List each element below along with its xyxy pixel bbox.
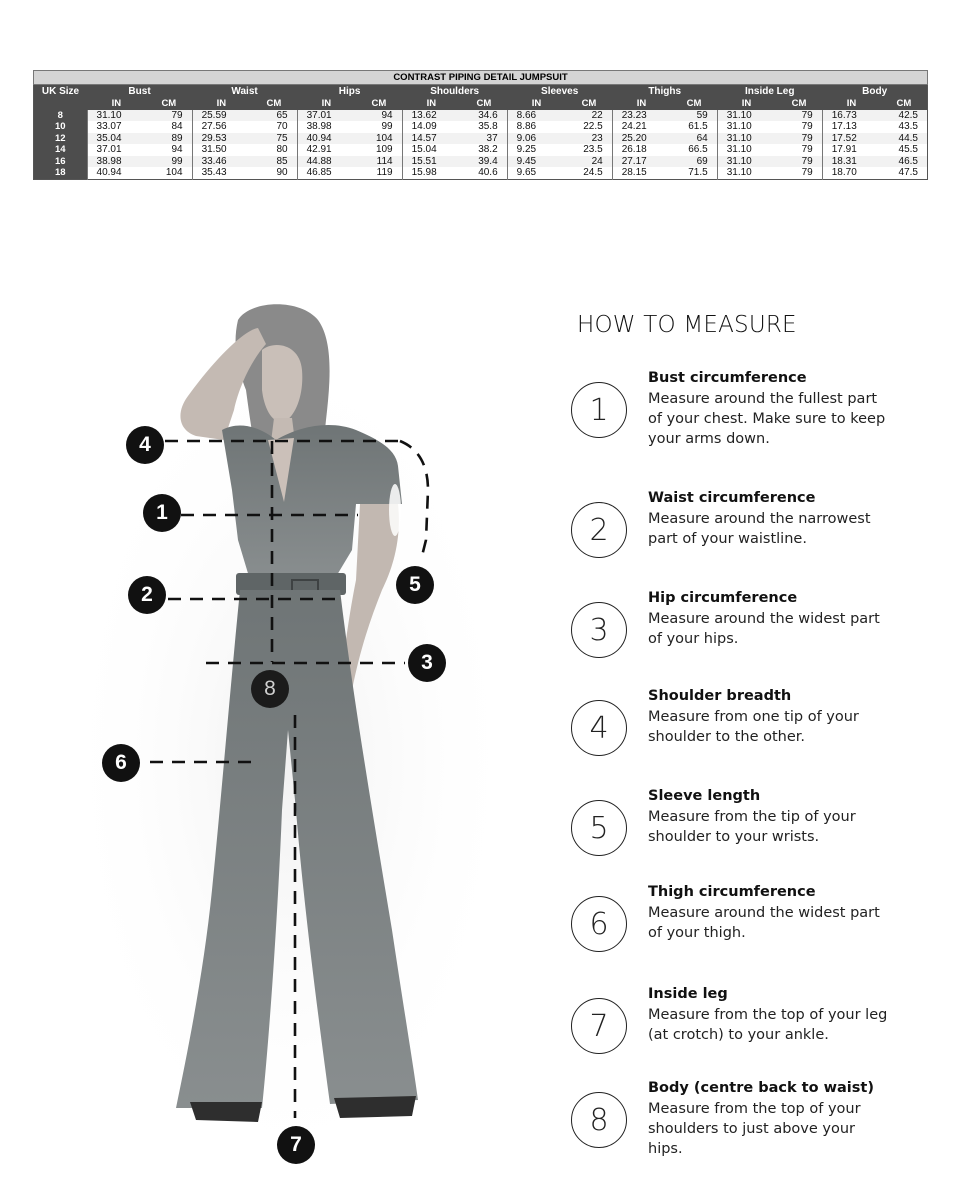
unit-header-in: IN — [507, 98, 566, 110]
size-cell: 14 — [34, 144, 88, 156]
step-heading: Sleeve length — [648, 788, 761, 804]
table-cell: 44.88 — [297, 156, 356, 168]
table-cell: 31.10 — [717, 156, 776, 168]
step-description: Measure from one tip of your shoulder to the other. — [648, 709, 859, 745]
table-cell: 38.98 — [297, 121, 356, 133]
table-cell: 28.15 — [612, 167, 671, 179]
step-number-circle: 4 — [571, 700, 627, 756]
table-cell: 61.5 — [671, 121, 717, 133]
table-cell: 27.56 — [192, 121, 251, 133]
step-number-circle: 3 — [571, 602, 627, 658]
table-cell: 14.09 — [402, 121, 461, 133]
sleeve-cutout — [389, 484, 401, 536]
size-column-header: UK Size — [34, 85, 88, 99]
unit-header-row — [34, 98, 928, 110]
table-cell: 114 — [356, 156, 402, 168]
unit-header-in: IN — [192, 98, 251, 110]
table-cell: 40.94 — [297, 133, 356, 145]
table-cell: 37 — [461, 133, 507, 145]
table-cell: 17.91 — [822, 144, 881, 156]
size-cell: 16 — [34, 156, 88, 168]
table-cell: 18.31 — [822, 156, 881, 168]
group-header-shoulders: Shoulders — [402, 85, 507, 99]
measure-step — [571, 490, 901, 578]
step-number-circle: 7 — [571, 998, 627, 1054]
table-cell: 24.5 — [566, 167, 612, 179]
marker-7: 7 — [277, 1126, 315, 1164]
table-cell: 59 — [671, 110, 717, 122]
table-cell: 99 — [146, 156, 192, 168]
left-shoe — [190, 1102, 262, 1122]
marker-5: 5 — [396, 566, 434, 604]
table-cell: 18.70 — [822, 167, 881, 179]
table-cell: 119 — [356, 167, 402, 179]
table-cell: 104 — [146, 167, 192, 179]
table-cell: 46.85 — [297, 167, 356, 179]
table-row — [34, 110, 928, 122]
table-cell: 79 — [146, 110, 192, 122]
table-cell: 17.52 — [822, 133, 881, 145]
table-cell: 43.5 — [881, 121, 928, 133]
unit-header-in: IN — [717, 98, 776, 110]
model-illustration — [0, 290, 560, 1190]
unit-header-in: IN — [612, 98, 671, 110]
group-header-hips: Hips — [297, 85, 402, 99]
measure-step — [571, 986, 901, 1074]
table-cell: 79 — [776, 121, 822, 133]
table-cell: 84 — [146, 121, 192, 133]
table-cell: 22 — [566, 110, 612, 122]
size-cell: 18 — [34, 167, 88, 179]
table-row — [34, 144, 928, 156]
table-cell: 23 — [566, 133, 612, 145]
table-cell: 79 — [776, 110, 822, 122]
step-number-circle: 5 — [571, 800, 627, 856]
table-cell: 23.23 — [612, 110, 671, 122]
unit-header-in: IN — [402, 98, 461, 110]
table-cell: 39.4 — [461, 156, 507, 168]
table-cell: 66.5 — [671, 144, 717, 156]
step-description: Measure around the widest part of your thigh. — [648, 905, 880, 941]
group-header-waist: Waist — [192, 85, 297, 99]
table-cell: 79 — [776, 167, 822, 179]
table-cell: 31.10 — [87, 110, 146, 122]
table-cell: 8.86 — [507, 121, 566, 133]
table-cell: 79 — [776, 144, 822, 156]
table-cell: 45.5 — [881, 144, 928, 156]
table-cell: 31.10 — [717, 144, 776, 156]
measure-step — [571, 1080, 901, 1168]
table-cell: 94 — [146, 144, 192, 156]
marker-6: 6 — [102, 744, 140, 782]
step-description: Measure from the top of your leg (at crotch) to your ankle. — [648, 1007, 888, 1043]
table-cell: 37.01 — [87, 144, 146, 156]
table-cell: 31.50 — [192, 144, 251, 156]
marker-4: 4 — [126, 426, 164, 464]
table-row — [34, 121, 928, 133]
table-cell: 42.91 — [297, 144, 356, 156]
unit-header-cm: CM — [251, 98, 297, 110]
step-heading: Shoulder breadth — [648, 688, 792, 704]
step-description: Measure around the widest part of your hips. — [648, 611, 880, 647]
table-cell: 15.04 — [402, 144, 461, 156]
table-cell: 71.5 — [671, 167, 717, 179]
table-cell: 37.01 — [297, 110, 356, 122]
table-cell: 90 — [251, 167, 297, 179]
size-cell: 10 — [34, 121, 88, 133]
unit-header-in: IN — [87, 98, 146, 110]
step-number-circle: 6 — [571, 896, 627, 952]
unit-header-cm: CM — [776, 98, 822, 110]
table-cell: 13.62 — [402, 110, 461, 122]
unit-header-in: IN — [822, 98, 881, 110]
step-description: Measure from the top of your shoulders to just above your hips. — [648, 1101, 861, 1157]
table-cell: 24 — [566, 156, 612, 168]
model-figure — [0, 290, 560, 1190]
table-cell: 38.98 — [87, 156, 146, 168]
step-description: Measure around the narrowest part of your waistline. — [648, 511, 871, 547]
table-cell: 79 — [776, 156, 822, 168]
table-cell: 9.45 — [507, 156, 566, 168]
table-cell: 15.98 — [402, 167, 461, 179]
step-heading: Waist circumference — [648, 490, 816, 506]
table-cell: 44.5 — [881, 133, 928, 145]
unit-header-cm: CM — [461, 98, 507, 110]
measure-step — [571, 788, 901, 876]
table-cell: 35.8 — [461, 121, 507, 133]
table-cell: 33.46 — [192, 156, 251, 168]
table-cell: 46.5 — [881, 156, 928, 168]
unit-header-cm: CM — [146, 98, 192, 110]
table-cell: 8.66 — [507, 110, 566, 122]
table-cell: 16.73 — [822, 110, 881, 122]
table-cell: 89 — [146, 133, 192, 145]
table-cell: 38.2 — [461, 144, 507, 156]
group-header-sleeves: Sleeves — [507, 85, 612, 99]
table-cell: 31.10 — [717, 110, 776, 122]
table-cell: 22.5 — [566, 121, 612, 133]
table-cell: 35.04 — [87, 133, 146, 145]
table-cell: 69 — [671, 156, 717, 168]
group-header-inside-leg: Inside Leg — [717, 85, 822, 99]
table-cell: 26.18 — [612, 144, 671, 156]
unit-header-cm: CM — [356, 98, 402, 110]
step-description: Measure from the tip of your shoulder to your wrists. — [648, 809, 856, 845]
table-cell: 40.6 — [461, 167, 507, 179]
table-cell: 47.5 — [881, 167, 928, 179]
table-row — [34, 133, 928, 145]
table-cell: 85 — [251, 156, 297, 168]
unit-header-cm: CM — [566, 98, 612, 110]
group-header-thighs: Thighs — [612, 85, 717, 99]
table-cell: 25.20 — [612, 133, 671, 145]
table-cell: 65 — [251, 110, 297, 122]
measure-step — [571, 884, 901, 972]
table-cell: 24.21 — [612, 121, 671, 133]
table-cell: 23.5 — [566, 144, 612, 156]
table-cell: 94 — [356, 110, 402, 122]
step-heading: Thigh circumference — [648, 884, 816, 900]
group-header-bust: Bust — [87, 85, 192, 99]
table-cell: 42.5 — [881, 110, 928, 122]
marker-8: 8 — [251, 670, 289, 708]
table-cell: 9.25 — [507, 144, 566, 156]
table-cell: 40.94 — [87, 167, 146, 179]
step-heading: Body (centre back to waist) — [648, 1080, 874, 1096]
table-cell: 31.10 — [717, 121, 776, 133]
table-cell: 17.13 — [822, 121, 881, 133]
how-to-measure-title: HOW TO MEASURE — [577, 312, 797, 338]
step-heading: Bust circumference — [648, 370, 807, 386]
table-cell: 70 — [251, 121, 297, 133]
table-cell: 75 — [251, 133, 297, 145]
table-cell: 29.53 — [192, 133, 251, 145]
table-cell: 64 — [671, 133, 717, 145]
size-cell: 12 — [34, 133, 88, 145]
table-cell: 31.10 — [717, 167, 776, 179]
table-cell: 35.43 — [192, 167, 251, 179]
measure-step — [571, 688, 901, 776]
unit-header-cm: CM — [671, 98, 717, 110]
unit-header-in: IN — [297, 98, 356, 110]
measure-step — [571, 590, 901, 678]
unit-header-cm: CM — [881, 98, 928, 110]
step-number-circle: 2 — [571, 502, 627, 558]
marker-2: 2 — [128, 576, 166, 614]
table-row — [34, 167, 928, 179]
size-cell: 8 — [34, 110, 88, 122]
table-cell: 14.57 — [402, 133, 461, 145]
step-description: Measure around the fullest part of your chest. Make sure to keep your arms down. — [648, 391, 886, 447]
group-header-body: Body — [822, 85, 927, 99]
right-shoe — [334, 1096, 416, 1118]
table-cell: 9.06 — [507, 133, 566, 145]
step-number-circle: 8 — [571, 1092, 627, 1148]
step-heading: Hip circumference — [648, 590, 798, 606]
table-cell: 15.51 — [402, 156, 461, 168]
step-number-circle: 1 — [571, 382, 627, 438]
table-cell: 99 — [356, 121, 402, 133]
table-cell: 25.59 — [192, 110, 251, 122]
table-body — [34, 110, 928, 180]
table-cell: 104 — [356, 133, 402, 145]
table-cell: 109 — [356, 144, 402, 156]
table-cell: 31.10 — [717, 133, 776, 145]
table-row — [34, 156, 928, 168]
table-cell: 79 — [776, 133, 822, 145]
table-cell: 9.65 — [507, 167, 566, 179]
table-cell: 80 — [251, 144, 297, 156]
marker-1: 1 — [143, 494, 181, 532]
table-cell: 34.6 — [461, 110, 507, 122]
step-heading: Inside leg — [648, 986, 728, 1002]
size-chart-table — [33, 70, 928, 180]
table-cell: 33.07 — [87, 121, 146, 133]
table-title: CONTRAST PIPING DETAIL JUMPSUIT — [34, 71, 928, 85]
measure-step — [571, 370, 901, 458]
table-cell: 27.17 — [612, 156, 671, 168]
unit-header-blank — [34, 98, 88, 110]
marker-3: 3 — [408, 644, 446, 682]
